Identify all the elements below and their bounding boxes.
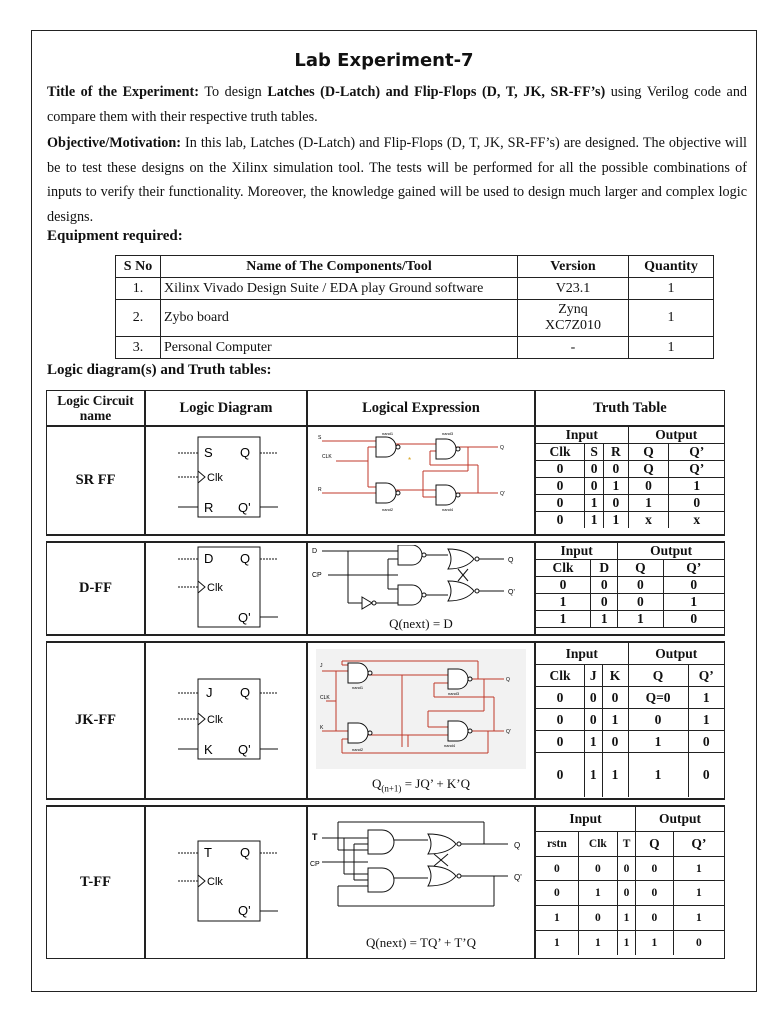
tt-cell: 1 <box>673 906 724 931</box>
svg-text:CP: CP <box>310 861 320 868</box>
svg-text:CLK: CLK <box>322 454 332 460</box>
tt-cell: 0 <box>585 478 604 495</box>
table-row <box>536 594 724 611</box>
tt-header: Q’ <box>688 665 724 687</box>
tt-cell: 0 <box>591 577 618 594</box>
tt-cell: 1 <box>688 709 724 731</box>
cell-sno: 2. <box>116 300 161 337</box>
svg-text:Q': Q' <box>514 873 522 882</box>
tt-cell: x <box>669 512 724 529</box>
tt-cell: 1 <box>688 687 724 709</box>
table-row <box>536 461 724 478</box>
svg-text:nand3: nand3 <box>442 431 454 436</box>
tt-header: Q’ <box>663 560 724 577</box>
tt-header: S <box>585 444 604 461</box>
svg-text:Q: Q <box>240 685 251 700</box>
title-text-after: using Verilog code and compare them with their respective truth tables. <box>47 84 748 125</box>
table-row <box>536 577 724 594</box>
svg-text:nand2: nand2 <box>352 747 364 753</box>
tt-cell: 0 <box>628 478 669 495</box>
header-logic-diagram: Logic Diagram <box>145 390 307 426</box>
jk-expr-rest: = JQ’ + K’Q <box>401 776 471 792</box>
cell-qty: 1 <box>629 337 714 359</box>
tt-header: Q <box>628 665 688 687</box>
table-row <box>536 687 724 709</box>
svg-text:Clk: Clk <box>207 876 223 888</box>
tt-cell: 0 <box>585 709 602 731</box>
cell-sno: 1. <box>116 278 161 300</box>
t-ff-name: T-FF <box>46 806 145 959</box>
svg-text:Q: Q <box>508 557 514 564</box>
col-quantity: Quantity <box>629 256 714 278</box>
tt-header: Q <box>618 560 663 577</box>
svg-text:K: K <box>320 725 324 732</box>
cell-version: - <box>518 337 629 359</box>
svg-text:Q: Q <box>240 551 251 566</box>
table-row <box>116 337 714 359</box>
pin-qbar-label: Q' <box>238 500 251 515</box>
equipment-heading: Equipment required: <box>47 228 183 244</box>
tt-cell: 1 <box>536 931 578 955</box>
d-ff-truth-table <box>536 543 724 628</box>
objective-text: In this lab, Latches (D-Latch) and Flip-Flops (D, T, JK, SR-FF’s) are designed. The objective will be to test these designs on the Xilinx simulation tool. The tests will be performed for all the possible combinations of inputs to verify their functionality. Moreover, the knowledge gained will be used to design much larger and complex logic designs. <box>47 135 747 225</box>
sr-ff-block-symbol <box>146 427 306 529</box>
tt-cell: 0 <box>663 577 724 594</box>
cell-sno: 3. <box>116 337 161 359</box>
tt-cell: 0 <box>536 709 585 731</box>
tt-cell: 0 <box>604 495 628 512</box>
t-ff-row <box>46 806 725 959</box>
cell-version: V23.1 <box>518 278 629 300</box>
tt-cell: 1 <box>636 931 674 955</box>
jk-expr-q: Q <box>371 776 382 792</box>
svg-text:CP: CP <box>312 572 322 579</box>
svg-text:nand1: nand1 <box>352 685 364 691</box>
col-version: Version <box>518 256 629 278</box>
tt-cell: 1 <box>585 512 604 529</box>
table-row <box>116 278 714 300</box>
tt-cell: 1 <box>536 594 591 611</box>
tt-cell: Q=0 <box>628 687 688 709</box>
sr-ff-nand-circuit <box>308 427 534 529</box>
tt-header: T <box>618 831 636 856</box>
d-ff-circuit <box>307 542 535 635</box>
tt-cell: 1 <box>578 931 617 955</box>
svg-text:Clk: Clk <box>207 714 223 726</box>
group-input: Input <box>536 643 628 665</box>
svg-text:nand4: nand4 <box>442 507 454 512</box>
svg-text:nand1: nand1 <box>382 431 394 436</box>
tt-cell: 1 <box>602 753 628 798</box>
tt-header: Clk <box>536 665 585 687</box>
jk-ff-expression <box>308 776 534 794</box>
cell-version <box>518 300 629 337</box>
equipment-table <box>115 255 714 359</box>
svg-text:*: * <box>408 456 412 465</box>
header-circuit-name: Logic Circuit name <box>46 390 145 426</box>
cell-name: Personal Computer <box>161 337 518 359</box>
tt-cell: 1 <box>604 478 628 495</box>
tt-cell: 0 <box>618 856 636 881</box>
tt-header: R <box>604 444 628 461</box>
table-row <box>536 931 724 955</box>
tt-cell: 0 <box>591 594 618 611</box>
group-output: Output <box>636 807 724 831</box>
tt-cell: 1 <box>669 478 724 495</box>
tt-cell: 0 <box>663 611 724 628</box>
t-ff-block-symbol <box>146 807 306 953</box>
tt-header: Clk <box>578 831 617 856</box>
tt-header: Q’ <box>673 831 724 856</box>
jk-ff-truth-table <box>536 643 724 797</box>
tt-cell: 0 <box>536 881 578 906</box>
tt-cell: 0 <box>536 478 585 495</box>
t-ff-truth-table-cell <box>535 806 725 959</box>
svg-text:Q': Q' <box>238 610 251 625</box>
tt-header: Clk <box>536 560 591 577</box>
tt-cell: 1 <box>663 594 724 611</box>
pin-clk-label: Clk <box>207 472 223 484</box>
sr-ff-row <box>46 426 725 535</box>
group-input: Input <box>536 427 628 444</box>
group-output: Output <box>628 643 724 665</box>
tt-cell: Q <box>628 461 669 478</box>
tt-cell: 1 <box>628 495 669 512</box>
tt-cell: 0 <box>604 461 628 478</box>
tt-header: Q <box>636 831 674 856</box>
table-row <box>536 478 724 495</box>
jk-ff-circuit <box>307 642 535 799</box>
cell-qty: 1 <box>629 300 714 337</box>
table-row <box>536 709 724 731</box>
objective-paragraph <box>47 131 747 229</box>
tt-cell: Q’ <box>669 461 724 478</box>
title-text-before: To design <box>204 84 262 100</box>
svg-text:Q': Q' <box>238 903 251 918</box>
group-input: Input <box>536 543 618 560</box>
tt-cell: 0 <box>536 461 585 478</box>
version-line-1: Zynq <box>558 302 588 317</box>
tt-cell: 1 <box>585 731 602 753</box>
tt-cell: 0 <box>585 687 602 709</box>
svg-text:Q: Q <box>240 845 251 860</box>
sr-ff-truth-table <box>536 427 724 528</box>
svg-text:nand4: nand4 <box>444 743 456 749</box>
t-ff-circuit <box>307 806 535 959</box>
table-row <box>536 731 724 753</box>
tt-cell: 0 <box>578 856 617 881</box>
tt-cell: 0 <box>628 709 688 731</box>
tt-cell: 1 <box>536 906 578 931</box>
col-name: Name of The Components/Tool <box>161 256 518 278</box>
tt-header: Q <box>628 444 669 461</box>
tt-cell: 0 <box>636 881 674 906</box>
d-ff-expression: Q(next) = D <box>389 616 453 631</box>
jk-ff-row <box>46 642 725 799</box>
tt-cell: 1 <box>602 709 628 731</box>
pin-r-label: R <box>204 500 214 515</box>
tt-cell: 0 <box>536 856 578 881</box>
svg-text:J: J <box>320 663 323 670</box>
version-line-2: XC7Z010 <box>545 318 601 333</box>
tt-cell: 0 <box>536 512 585 529</box>
tt-cell: 0 <box>618 881 636 906</box>
group-output: Output <box>618 543 724 560</box>
jk-expr-sub: (n+1) <box>381 783 402 794</box>
tt-cell: 0 <box>602 687 628 709</box>
table-row <box>536 495 724 512</box>
svg-text:D: D <box>312 548 318 555</box>
sr-ff-diagram <box>145 426 307 535</box>
d-ff-row <box>46 542 725 635</box>
tt-cell: 0 <box>636 906 674 931</box>
group-input: Input <box>536 807 636 831</box>
tt-cell: 1 <box>618 931 636 955</box>
tt-cell: 0 <box>636 856 674 881</box>
svg-text:Q': Q' <box>506 729 511 736</box>
cell-name: Zybo board <box>161 300 518 337</box>
col-sno: S No <box>116 256 161 278</box>
title-bold-part: Latches (D-Latch) and Flip-Flops (D, T, JK, SR-FF’s) <box>267 84 606 100</box>
tt-cell: 0 <box>618 594 663 611</box>
tt-cell: 0 <box>536 731 585 753</box>
svg-text:T: T <box>312 832 318 842</box>
svg-text:Q': Q' <box>500 491 505 497</box>
svg-text:nand2: nand2 <box>382 507 394 512</box>
tt-cell: 0 <box>688 753 724 798</box>
tt-cell: 1 <box>591 611 618 628</box>
objective-label: Objective/Motivation: <box>47 135 181 151</box>
svg-text:R: R <box>318 487 322 493</box>
svg-text:S: S <box>318 435 322 441</box>
tt-cell: x <box>628 512 669 529</box>
header-truth-table: Truth Table <box>535 390 725 426</box>
group-output: Output <box>628 427 724 444</box>
tt-cell: 0 <box>536 495 585 512</box>
jk-ff-diagram <box>145 642 307 799</box>
d-ff-name: D-FF <box>46 542 145 635</box>
t-ff-truth-table <box>536 807 724 955</box>
pin-s-label: S <box>204 445 213 460</box>
tt-cell: 1 <box>578 881 617 906</box>
pin-q-label: Q <box>240 445 251 460</box>
tt-header: Q’ <box>669 444 724 461</box>
tt-cell: 1 <box>585 753 602 798</box>
tt-cell: 1 <box>618 611 663 628</box>
tt-cell: 1 <box>628 731 688 753</box>
jk-ff-block-symbol <box>146 643 306 793</box>
tt-cell: 0 <box>585 461 604 478</box>
tt-cell: 0 <box>536 753 585 798</box>
tt-header: K <box>602 665 628 687</box>
svg-text:Q': Q' <box>238 742 251 757</box>
tt-cell: 0 <box>536 577 591 594</box>
tt-cell: 0 <box>536 687 585 709</box>
tt-cell: 0 <box>669 495 724 512</box>
svg-text:CLK: CLK <box>320 695 330 702</box>
cell-qty: 1 <box>629 278 714 300</box>
tt-cell: 1 <box>628 753 688 798</box>
tt-header: Clk <box>536 444 585 461</box>
tt-cell: 0 <box>688 731 724 753</box>
svg-text:K: K <box>204 742 213 757</box>
table-row <box>536 856 724 881</box>
header-logical-expression: Logical Expression <box>307 390 535 426</box>
d-ff-diagram <box>145 542 307 635</box>
tt-cell: 1 <box>585 495 604 512</box>
svg-text:Q: Q <box>514 841 521 850</box>
tt-cell: 1 <box>536 611 591 628</box>
tt-cell: 1 <box>673 881 724 906</box>
experiment-title-label: Title of the Experiment: <box>47 84 200 100</box>
experiment-title-paragraph <box>47 80 747 129</box>
cell-name: Xilinx Vivado Design Suite / EDA play Ground software <box>161 278 518 300</box>
svg-text:Q: Q <box>506 677 510 684</box>
table-row <box>536 881 724 906</box>
table-row <box>536 906 724 931</box>
svg-text:D: D <box>204 551 214 566</box>
tt-cell: 0 <box>673 931 724 955</box>
table-row <box>536 512 724 529</box>
logic-heading: Logic diagram(s) and Truth tables: <box>47 362 272 378</box>
page-title: Lab Experiment-7 <box>294 50 474 71</box>
tt-cell: 1 <box>618 906 636 931</box>
tt-header: D <box>591 560 618 577</box>
svg-text:Q': Q' <box>508 589 515 596</box>
table-row <box>536 611 724 628</box>
sr-ff-circuit <box>307 426 535 535</box>
tt-header: rstn <box>536 831 578 856</box>
tt-cell: 0 <box>618 577 663 594</box>
t-ff-gate-circuit <box>308 814 534 930</box>
jk-ff-name: JK-FF <box>46 642 145 799</box>
svg-text:Q: Q <box>500 445 504 451</box>
tt-cell: 0 <box>602 731 628 753</box>
d-ff-gate-circuit <box>308 545 534 611</box>
sr-ff-name: SR FF <box>46 426 145 535</box>
t-ff-diagram <box>145 806 307 959</box>
sr-ff-truth-table-cell <box>535 426 725 535</box>
svg-text:T: T <box>204 845 212 860</box>
table-row <box>116 300 714 337</box>
svg-text:J: J <box>206 685 213 700</box>
jk-ff-truth-table-cell <box>535 642 725 799</box>
tt-header: J <box>585 665 602 687</box>
tt-cell: 1 <box>673 856 724 881</box>
jk-ff-nand-circuit <box>308 647 534 771</box>
table-row <box>536 753 724 798</box>
d-ff-block-symbol <box>146 543 306 629</box>
t-ff-expression: Q(next) = TQ’ + T’Q <box>366 935 476 950</box>
d-ff-truth-table-cell <box>535 542 725 635</box>
svg-text:nand3: nand3 <box>448 691 460 697</box>
tt-cell: 0 <box>578 906 617 931</box>
tt-cell: 1 <box>604 512 628 529</box>
logic-table <box>46 390 725 959</box>
svg-text:Clk: Clk <box>207 582 223 594</box>
